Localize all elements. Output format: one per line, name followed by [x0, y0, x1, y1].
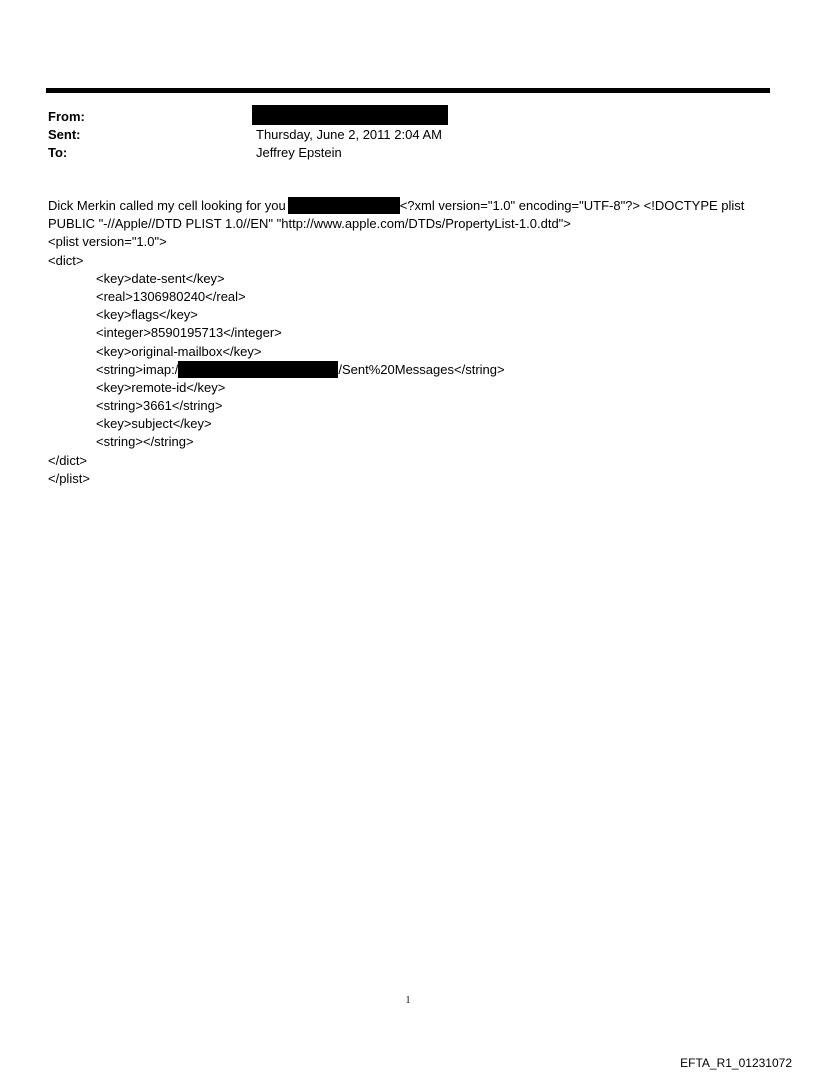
body-line: [48, 361, 778, 379]
body-line: <integer>8590195713</integer>: [96, 325, 282, 341]
body-redaction: [288, 197, 400, 214]
from-redaction: [252, 105, 448, 125]
message-body: [48, 197, 778, 488]
imap-suffix: /Sent%20Messages</string>: [338, 361, 505, 377]
imap-prefix: <string>imap:/: [96, 361, 179, 377]
body-line: <key>remote-id</key>: [96, 379, 226, 395]
sent-label: Sent:: [48, 127, 81, 142]
body-line: <key>date-sent</key>: [96, 270, 225, 286]
body-line: <key>subject</key>: [96, 416, 212, 432]
body-line: [48, 197, 778, 215]
body-line: <key>original-mailbox</key>: [96, 343, 262, 359]
to-label: To:: [48, 145, 68, 160]
body-line: <string></string>: [96, 434, 194, 450]
body-line: </plist>: [48, 470, 90, 486]
body-line: <plist version="1.0">: [48, 234, 167, 250]
body-text-suffix: <?xml version="1.0" encoding="UTF-8"?> <!DOCTYPE plist: [399, 198, 745, 213]
body-line: PUBLIC "-//Apple//DTD PLIST 1.0//EN" "http://www.apple.com/DTDs/PropertyList-1.0.dtd">: [48, 216, 571, 232]
header-rule: [46, 88, 770, 93]
body-line: <real>1306980240</real>: [96, 288, 246, 304]
bates-number: EFTA_R1_01231072: [680, 1056, 792, 1070]
body-line: <key>flags</key>: [96, 307, 198, 323]
page-number: 1: [405, 995, 411, 1006]
body-line: </dict>: [48, 452, 88, 468]
sent-value: Thursday, June 2, 2011 2:04 AM: [256, 127, 442, 142]
imap-redaction: [178, 361, 338, 378]
body-text-prefix: Dick Merkin called my cell looking for you: [48, 198, 286, 213]
from-label: From:: [48, 109, 85, 124]
body-line: <dict>: [48, 252, 84, 268]
body-line: <string>3661</string>: [96, 398, 223, 414]
to-value: Jeffrey Epstein: [256, 145, 342, 160]
